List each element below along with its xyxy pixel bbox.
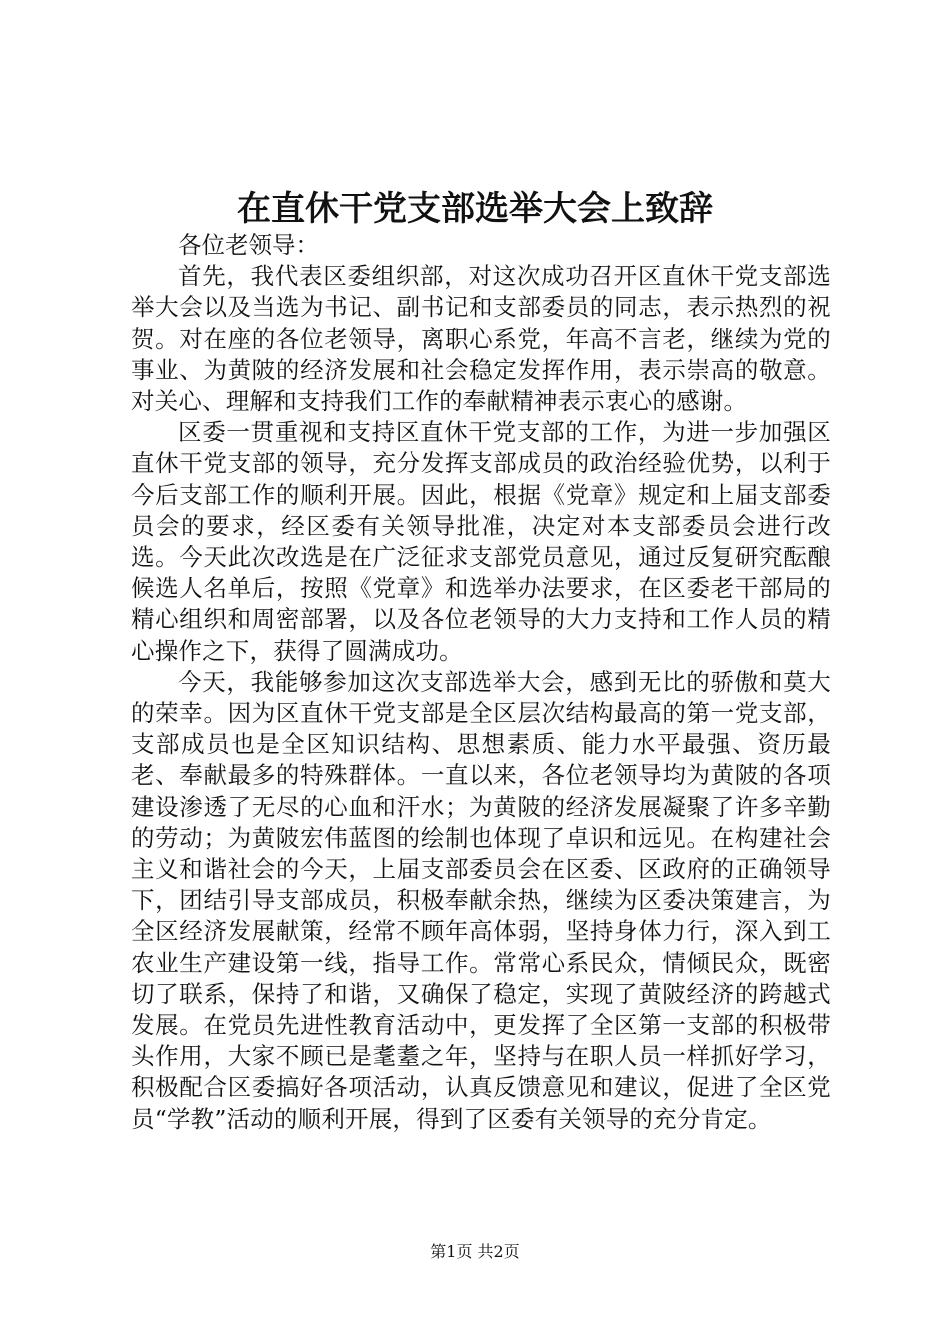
document-title: 在直休干党支部选举大会上致辞 (237, 189, 713, 229)
paragraph-1: 首先，我代表区委组织部，对这次成功召开区直休干党支部选举大会以及当选为书记、副书记和支部委员的同志，表示热烈的祝贺。对在座的各位老领导，离职心系党，年高不言老，继续为党的事业、为黄陂的经济发展和社会稳定发挥作用，表示崇高的敬意。对关心、理解和支持我们工作的奉献精神表示衷心的感谢。 (131, 262, 831, 416)
page-footer: 第1页 共2页 (430, 1242, 520, 1261)
salutation: 各位老领导： (178, 231, 319, 259)
paragraph-3: 今天，我能够参加这次支部选举大会，感到无比的骄傲和莫大的荣幸。因为区直休干党支部是全区层次结构最高的第一党支部，支部成员也是全区知识结构、思想素质、能力水平最强、资历最老、奉献最多的特殊群体。一直以来，各位老领导均为黄陂的各项建设渗透了无尽的心血和汗水；为黄陂的经济发展凝聚了许多辛勤的劳动；为黄陂宏伟蓝图的绘制也体现了卓识和远见。在构建社会主义和谐社会的今天，上届支部委员会在区委、区政府的正确领导下，团结引导支部成员，积极奉献余热，继续为区委决策建言，为全区经济发展献策，经常不顾年高体弱，坚持身体力行，深入到工农业生产建设第一线，指导工作。常常心系民众，情倾民众，既密切了联系，保持了和谐，又确保了稳定，实现了黄陂经济的跨越式发展。在党员先进性教育活动中，更发挥了全区第一支部的积极带头作用，大家不顾已是耄耋之年，坚持与在职人员一样抓好学习，积极配合区委搞好各项活动，认真反馈意见和建议，促进了全区党员“学教”活动的顺利开展，得到了区委有关领导的充分肯定。 (131, 667, 831, 1133)
document-body (131, 230, 831, 1135)
paragraph-2: 区委一贯重视和支持区直休干党支部的工作，为进一步加强区直休干党支部的领导，充分发挥支部成员的政治经验优势，以利于今后支部工作的顺利开展。因此，根据《党章》规定和上届支部委员会的要求，经区委有关领导批准，决定对本支部委员会进行改选。今天此次改选是在广泛征求支部党员意见，通过反复研究酝酿候选人名单后，按照《党章》和选举办法要求，在区委老干部局的精心组织和周密部署，以及各位老领导的大力支持和工作人员的精心操作之下，获得了圆满成功。 (131, 418, 831, 665)
